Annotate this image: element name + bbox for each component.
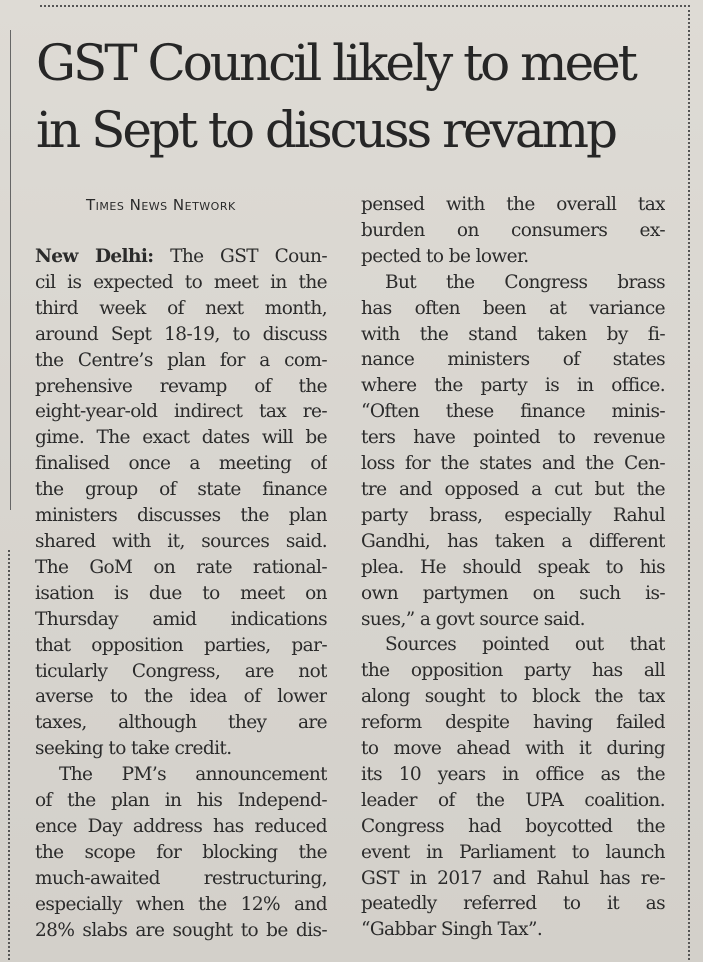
dotted-border-right	[688, 10, 690, 960]
text-line: around Sept 18-19, to discuss	[35, 323, 327, 345]
text-line: plea. He should speak to his	[361, 556, 665, 578]
text-line: to move ahead with it during	[361, 738, 665, 760]
text-line: The GoM on rate rational-	[35, 556, 327, 578]
text-line: the opposition party has all	[361, 660, 665, 682]
text-line: reform despite having failed	[361, 712, 665, 734]
text-line	[35, 244, 327, 270]
text-line: tre and opposed a cut but the	[361, 478, 665, 500]
text-line: averse to the idea of lower	[35, 686, 327, 708]
text-line: own partymen on such is-	[361, 582, 665, 604]
text-line: taxes, although they are	[35, 712, 327, 734]
text-line: cil is expected to meet in the	[35, 271, 327, 293]
text-line: “Gabbar Singh Tax”.	[361, 919, 543, 941]
text-line: of the plan in his Independ-	[35, 790, 327, 812]
article-column-right	[361, 192, 665, 943]
text-line: ters have pointed to revenue	[361, 427, 665, 449]
text-line: nance ministers of states	[361, 349, 665, 371]
text-line: pensed with the overall tax	[361, 194, 665, 215]
text-line: Thursday amid indications	[35, 608, 327, 630]
text-line: eight-year-old indirect tax re-	[35, 401, 327, 423]
text-fragment: The GST Coun-	[153, 246, 327, 267]
dotted-border-top	[40, 5, 690, 7]
article-column-left	[35, 244, 327, 943]
text-line: where the party is in office.	[361, 375, 665, 397]
dotted-border-left	[8, 550, 10, 960]
text-line: Congress had boycotted the	[361, 815, 665, 837]
text-line: along sought to block the tax	[361, 686, 665, 708]
text-line: But the Congress brass	[385, 271, 665, 293]
headline-line: in Sept to discuss revamp	[36, 101, 616, 159]
text-line: Gandhi, has taken a different	[361, 530, 665, 552]
text-line: especially when the 12% and	[35, 893, 327, 915]
text-line: ence Day address has reduced	[35, 815, 327, 837]
text-line: that opposition parties, par-	[35, 634, 327, 656]
text-line: shared with it, sources said.	[35, 530, 327, 552]
text-line: the group of state finance	[35, 479, 327, 501]
text-line: the Centre’s plan for a com-	[35, 349, 327, 371]
byline: Times News Network	[86, 196, 236, 214]
text-line: 28% slabs are sought to be dis-	[35, 919, 327, 941]
text-line: its 10 years in office as the	[361, 763, 665, 785]
text-line: burden on consumers ex-	[361, 219, 665, 241]
text-line: seeking to take credit.	[35, 738, 232, 760]
text-line: has often been at variance	[361, 297, 665, 319]
headline	[36, 30, 676, 164]
text-line: sues,” a govt source said.	[361, 608, 585, 630]
column-rule-left	[10, 30, 11, 510]
text-line: gime. The exact dates will be	[35, 427, 327, 449]
text-line: leader of the UPA coalition.	[361, 789, 665, 811]
text-line: ticularly Congress, are not	[35, 660, 327, 682]
text-line: isation is due to meet on	[35, 582, 327, 604]
text-line: Sources pointed out that	[385, 634, 665, 656]
headline-line: GST Council likely to meet	[36, 34, 635, 92]
text-line: with the stand taken by fi-	[361, 323, 665, 345]
text-line: GST in 2017 and Rahul has re-	[361, 867, 665, 889]
text-line: finalised once a meeting of	[35, 453, 327, 475]
text-line: third week of next month,	[35, 297, 327, 319]
dateline: New Delhi:	[35, 246, 154, 267]
text-line: loss for the states and the Cen-	[361, 453, 665, 475]
text-line: the scope for blocking the	[35, 841, 327, 863]
text-line: “Often these finance minis-	[361, 401, 665, 423]
text-line: much-awaited restructuring,	[35, 867, 327, 889]
text-line: event in Parliament to launch	[361, 841, 665, 863]
text-line: pected to be lower.	[361, 245, 529, 267]
text-line: party brass, especially Rahul	[361, 504, 665, 526]
text-line: The PM’s announcement	[59, 764, 327, 786]
text-line: ministers discusses the plan	[35, 505, 327, 527]
text-line: prehensive revamp of the	[35, 375, 327, 397]
text-line: peatedly referred to it as	[361, 893, 665, 915]
